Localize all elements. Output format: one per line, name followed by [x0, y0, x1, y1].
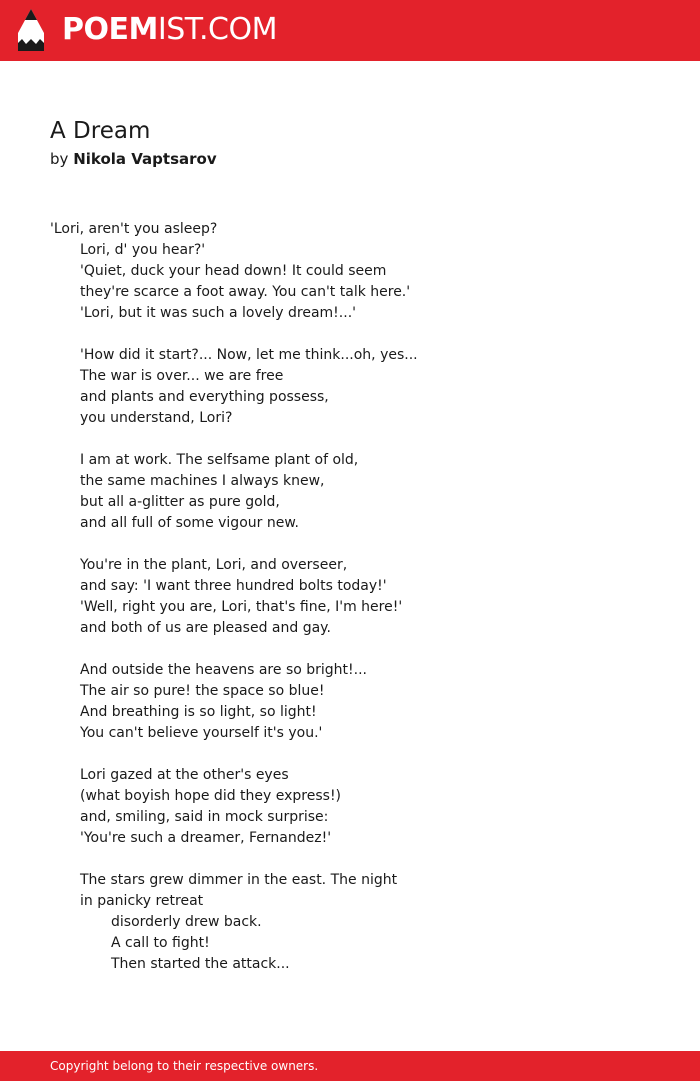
stanza-break [50, 534, 650, 555]
poem-line: Lori gazed at the other's eyes [80, 767, 289, 783]
poem-body [50, 219, 650, 975]
poem-line: (what boyish hope did they express!) [80, 788, 342, 804]
stanza-break [50, 429, 650, 450]
poem-line: and plants and everything possess, [80, 389, 329, 405]
poem-author: Nikola Vaptsarov [73, 150, 217, 168]
copyright-notice: Copyright belong to their respective owners. [50, 1059, 319, 1073]
poem-line: in panicky retreat [80, 893, 204, 909]
poem-line: 'Well, right you are, Lori, that's fine, I'm here!' [80, 599, 403, 615]
logo-text-bold: POEM [62, 12, 158, 47]
byline-label: by [50, 150, 69, 168]
poem-line: Then started the attack... [111, 956, 290, 972]
poem-line: You're in the plant, Lori, and overseer, [80, 557, 348, 573]
poem-line: and all full of some vigour new. [80, 515, 299, 531]
stanza-break [50, 849, 650, 870]
poem-line: 'Quiet, duck your head down! It could seem [80, 263, 387, 279]
stanza-break [50, 639, 650, 660]
poem-line: Lori, d' you hear?' [80, 242, 206, 258]
poem-line: I am at work. The selfsame plant of old, [80, 452, 359, 468]
stanza-break [50, 324, 650, 345]
poem-line: and say: 'I want three hundred bolts today!' [80, 578, 387, 594]
poem-byline [50, 149, 217, 169]
poem-line: The stars grew dimmer in the east. The night [80, 872, 398, 888]
poem-line: You can't believe yourself it's you.' [80, 725, 323, 741]
logo-text-light: IST.COM [157, 12, 277, 47]
poem-line: And breathing is so light, so light! [80, 704, 317, 720]
poem-line: the same machines I always knew, [80, 473, 325, 489]
stanza-break [50, 744, 650, 765]
poem-line: 'Lori, aren't you asleep? [50, 221, 218, 237]
poem-title: A Dream [50, 118, 151, 144]
poem-line: 'You're such a dreamer, Fernandez!' [80, 830, 332, 846]
poem-line: they're scarce a foot away. You can't talk here.' [80, 284, 411, 300]
poem-line: and both of us are pleased and gay. [80, 620, 331, 636]
site-header [0, 0, 700, 61]
poem-line: disorderly drew back. [111, 914, 262, 930]
poem-line: The air so pure! the space so blue! [80, 683, 325, 699]
poem-line: And outside the heavens are so bright!... [80, 662, 367, 678]
poem-line: A call to fight! [111, 935, 210, 951]
site-footer [0, 1051, 700, 1081]
poem-line: 'How did it start?... Now, let me think...oh, yes... [80, 347, 418, 363]
site-logo[interactable] [62, 12, 277, 48]
poem-line: The war is over... we are free [80, 368, 284, 384]
poem-line: you understand, Lori? [80, 410, 233, 426]
poem-line: and, smiling, said in mock surprise: [80, 809, 329, 825]
poem-line: but all a-glitter as pure gold, [80, 494, 280, 510]
pencil-icon[interactable] [18, 9, 44, 51]
poem-line: 'Lori, but it was such a lovely dream!...' [80, 305, 356, 321]
